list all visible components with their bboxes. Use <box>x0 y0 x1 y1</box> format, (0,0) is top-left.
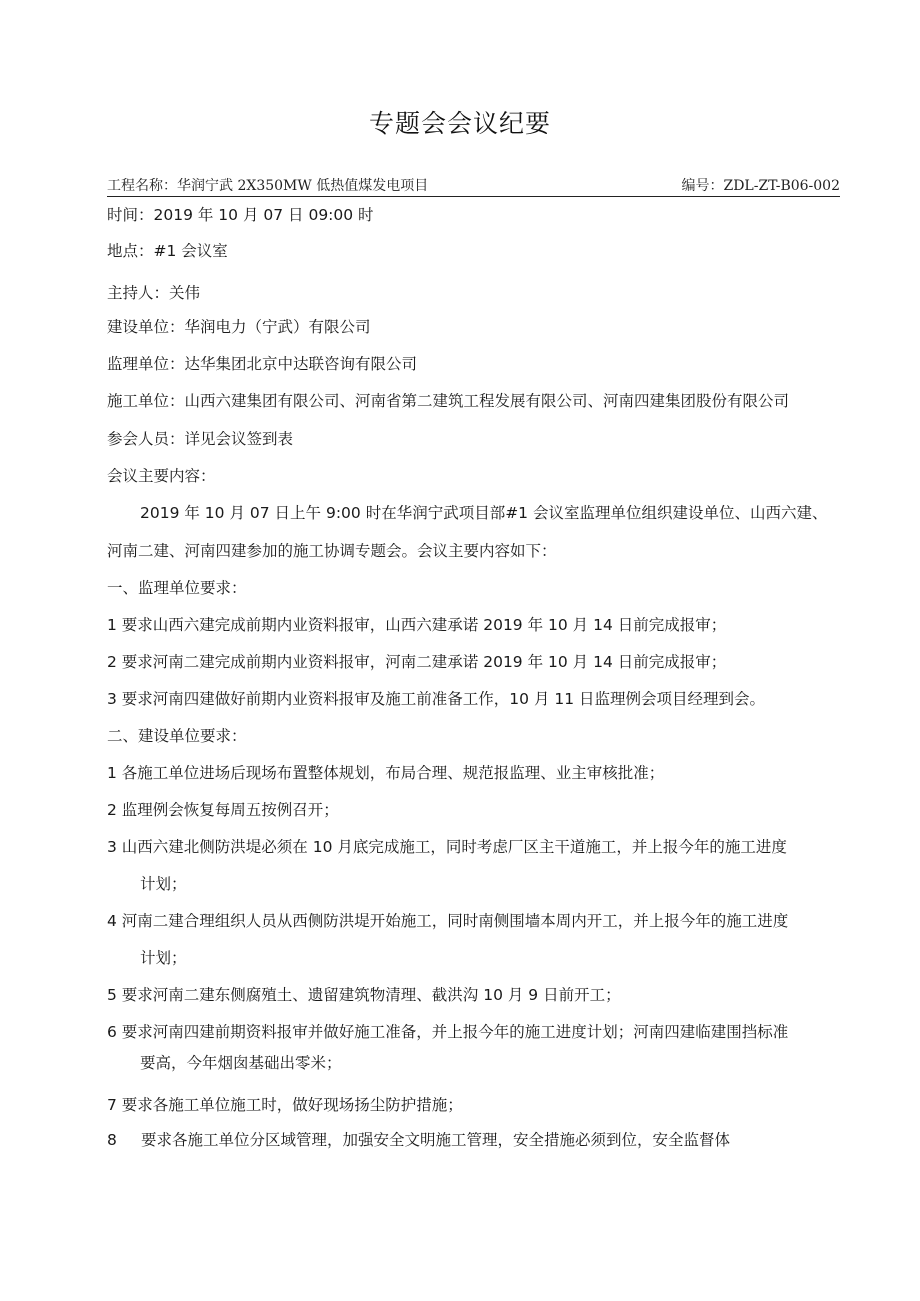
section2-item: 1 各施工单位进场后现场布置整体规划，布局合理、规范报监理、业主审核批准； <box>107 764 665 782</box>
owner-unit: 建设单位：华润电力（宁武）有限公司 <box>107 318 371 336</box>
section2-item-continuation: 计划； <box>140 875 187 893</box>
project-name: 工程名称：华润宁武 2X350MW 低热值煤发电项目 <box>107 178 429 194</box>
section1-item: 3 要求河南四建做好前期内业资料报审及施工前准备工作，10 月 11 日监理例会项目经理到会。 <box>107 690 766 708</box>
attendees: 参会人员：详见会议签到表 <box>107 430 294 448</box>
section2-item-continuation: 要高，今年烟囱基础出零米； <box>140 1054 342 1072</box>
meeting-place: 地点：#1 会议室 <box>107 242 228 260</box>
section2-item: 2 监理例会恢复每周五按例召开； <box>107 801 339 819</box>
section2-item: 5 要求河南二建东侧腐殖土、遗留建筑物清理、截洪沟 10 月 9 日前开工； <box>107 986 621 1004</box>
contractor-unit: 施工单位：山西六建集团有限公司、河南省第二建筑工程发展有限公司、河南四建集团股份有限公司 <box>107 392 790 410</box>
main-content-heading: 会议主要内容： <box>107 467 216 485</box>
section1-item: 2 要求河南二建完成前期内业资料报审，河南二建承诺 2019 年 10 月 14 日前完成报审； <box>107 653 727 671</box>
section2-item: 6 要求河南四建前期资料报审并做好施工准备，并上报今年的施工进度计划；河南四建临建围挡标准 <box>107 1023 789 1041</box>
section1-item: 1 要求山西六建完成前期内业资料报审，山西六建承诺 2019 年 10 月 14 日前完成报审； <box>107 616 727 634</box>
section2-item <box>107 1129 730 1151</box>
intro-paragraph-line1: 2019 年 10 月 07 日上午 9:00 时在华润宁武项目部#1 会议室监理单位组织建设单位、山西六建、 <box>140 504 828 522</box>
meeting-time: 时间：2019 年 10 月 07 日 09:00 时 <box>107 206 374 224</box>
section2-item: 4 河南二建合理组织人员从西侧防洪堤开始施工，同时南侧围墙本周内开工，并上报今年的施工进度 <box>107 912 789 930</box>
supervisor-unit: 监理单位：达华集团北京中达联咨询有限公司 <box>107 355 418 373</box>
item-text: 要求各施工单位分区域管理，加强安全文明施工管理，安全措施必须到位，安全监督体 <box>141 1131 731 1149</box>
document-number: 编号：ZDL-ZT-B06-002 <box>681 178 840 194</box>
section2-heading: 二、建设单位要求： <box>107 727 247 745</box>
section2-item: 3 山西六建北侧防洪堤必须在 10 月底完成施工，同时考虑厂区主干道施工，并上报今年的施工进度 <box>107 838 787 856</box>
header-line <box>107 177 840 197</box>
intro-paragraph-line2: 河南二建、河南四建参加的施工协调专题会。会议主要内容如下： <box>107 542 557 560</box>
section2-item-continuation: 计划； <box>140 949 187 967</box>
item-number: 8 <box>107 1131 117 1149</box>
document-title: 专题会会议纪要 <box>368 109 551 138</box>
section1-heading: 一、监理单位要求： <box>107 579 247 597</box>
meeting-host: 主持人：关伟 <box>107 284 201 302</box>
section2-item: 7 要求各施工单位施工时，做好现场扬尘防护措施； <box>107 1096 463 1114</box>
